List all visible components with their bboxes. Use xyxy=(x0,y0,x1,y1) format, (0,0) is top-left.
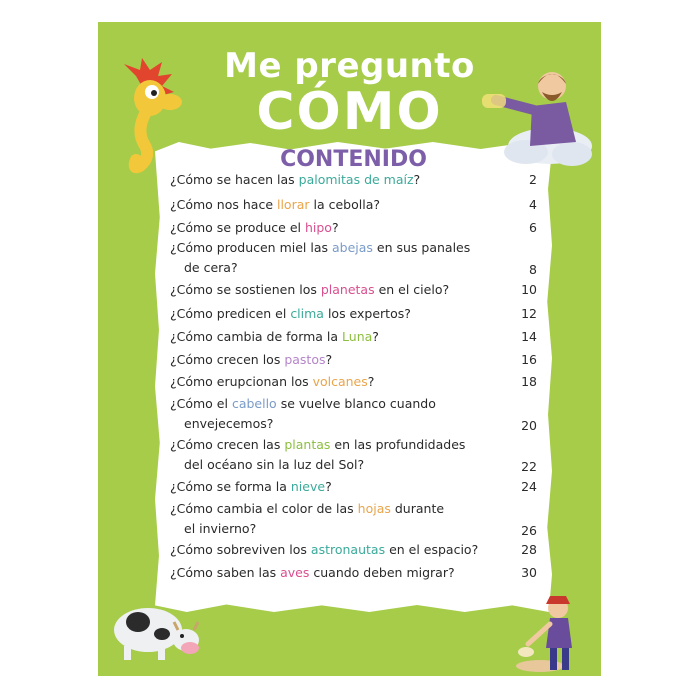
page-title-line2: CÓMO xyxy=(256,82,443,142)
toc-text-segment: ¿Cómo crecen las xyxy=(170,437,285,452)
toc-keyword: clima xyxy=(290,306,324,321)
toc-page-number: 16 xyxy=(521,352,537,367)
toc-text-segment: de cera? xyxy=(184,260,238,275)
toc-entry-title xyxy=(170,499,490,539)
toc-text-segment: ¿Cómo sobreviven los xyxy=(170,542,311,557)
toc-text-segment: ¿Cómo el xyxy=(170,396,232,411)
toc-keyword: abejas xyxy=(331,240,373,255)
toc-page-number: 18 xyxy=(521,374,537,389)
cow-icon xyxy=(108,594,208,664)
toc-entry-line xyxy=(170,195,490,215)
toc-keyword: Luna xyxy=(342,329,373,344)
toc-entry-line xyxy=(170,563,490,583)
toc-entry-line xyxy=(170,477,490,497)
toc-text-segment: ¿Cómo se hacen las xyxy=(170,172,299,187)
toc-text-segment: ? xyxy=(325,479,332,494)
toc-entry-line xyxy=(170,394,490,414)
toc-keyword: aves xyxy=(280,565,310,580)
toc-entry-line xyxy=(170,435,490,455)
toc-text-segment: ¿Cómo se produce el xyxy=(170,220,305,235)
toc-keyword: palomitas de maíz xyxy=(298,172,414,187)
toc-text-segment: durante xyxy=(390,501,445,516)
toc-text-segment: ? xyxy=(413,172,421,187)
seahorse-icon xyxy=(106,56,186,176)
toc-text-segment: en sus panales xyxy=(372,240,471,255)
toc-text-segment: ¿Cómo saben las xyxy=(170,565,281,580)
toc-page-number: 10 xyxy=(521,282,537,297)
toc-page-number: 20 xyxy=(521,418,537,433)
toc-page-number: 12 xyxy=(521,306,537,321)
toc-page-number: 22 xyxy=(521,459,537,474)
toc-text-segment: el invierno? xyxy=(184,521,257,536)
toc-text-segment: ? xyxy=(372,329,379,344)
toc-entry-title xyxy=(170,372,490,392)
toc-text-segment: cuando deben migrar? xyxy=(309,565,455,580)
toc-entry-title xyxy=(170,540,490,560)
toc-text-segment: en el espacio? xyxy=(385,542,479,557)
toc-text-segment: ¿Cómo producen miel las xyxy=(170,240,332,255)
toc-entry-line xyxy=(170,540,490,560)
toc-text-segment: ¿Cómo predicen el xyxy=(170,306,291,321)
toc-entry-line xyxy=(170,499,490,519)
toc-entry-line xyxy=(170,238,490,258)
toc-text-segment: ¿Cómo se sostienen los xyxy=(170,282,321,297)
toc-entry-line xyxy=(170,519,490,539)
page-title-line1: Me pregunto xyxy=(224,46,475,86)
toc-entry-line xyxy=(170,170,490,190)
toc-entry-line xyxy=(170,327,490,347)
toc-text-segment: la cebolla? xyxy=(309,197,380,212)
toc-text-segment: ? xyxy=(325,352,333,367)
toc-text-segment: ¿Cómo cambia el color de las xyxy=(170,501,358,516)
toc-entry-title xyxy=(170,238,490,278)
toc-keyword: astronautas xyxy=(310,542,386,557)
toc-keyword: pastos xyxy=(284,352,326,367)
toc-entry-title xyxy=(170,350,490,370)
toc-keyword: hojas xyxy=(357,501,391,516)
toc-page-number: 26 xyxy=(521,523,537,538)
toc-text-segment: se vuelve blanco cuando xyxy=(276,396,436,411)
toc-page-number: 8 xyxy=(529,262,537,277)
toc-entry-line xyxy=(170,455,490,475)
toc-text-segment: ? xyxy=(331,220,339,235)
toc-text-segment: del océano sin la luz del Sol? xyxy=(184,457,365,472)
toc-keyword: cabello xyxy=(231,396,277,411)
toc-page-number: 24 xyxy=(521,479,537,494)
toc-entry-line xyxy=(170,218,490,238)
toc-entry-title xyxy=(170,435,490,475)
toc-entry-line xyxy=(170,258,490,278)
toc-text-segment: en las profundidades xyxy=(330,437,466,452)
toc-text-segment: los expertos? xyxy=(323,306,411,321)
toc-entry-line xyxy=(170,350,490,370)
toc-entry-line xyxy=(170,414,490,434)
toc-keyword: nieve xyxy=(290,479,326,494)
toc-text-segment: envejecemos? xyxy=(184,416,274,431)
cartoon-boy-icon xyxy=(510,594,596,676)
toc-text-segment: ¿Cómo nos hace xyxy=(170,197,277,212)
toc-entry-line xyxy=(170,304,490,324)
toc-text-segment: ¿Cómo cambia de forma la xyxy=(170,329,343,344)
toc-page-number: 6 xyxy=(529,220,537,235)
toc-page-number: 14 xyxy=(521,329,537,344)
toc-keyword: llorar xyxy=(276,197,310,212)
toc-keyword: hipo xyxy=(304,220,332,235)
toc-entry-title xyxy=(170,563,490,583)
toc-page-number: 30 xyxy=(521,565,537,580)
toc-text-segment: ¿Cómo crecen los xyxy=(170,352,285,367)
toc-entry-title xyxy=(170,280,490,300)
toc-entry-title xyxy=(170,394,490,434)
contents-heading: CONTENIDO xyxy=(280,147,427,172)
toc-entry-title xyxy=(170,477,490,497)
toc-keyword: plantas xyxy=(284,437,331,452)
toc-entry-title xyxy=(170,170,490,190)
toc-text-segment: ¿Cómo erupcionan los xyxy=(170,374,313,389)
toc-page-number: 28 xyxy=(521,542,537,557)
toc-entry-line xyxy=(170,280,490,300)
toc-text-segment: ¿Cómo se forma la xyxy=(170,479,291,494)
toc-entry-title xyxy=(170,218,490,238)
toc-text-segment: en el cielo? xyxy=(374,282,450,297)
toc-text-segment: ? xyxy=(367,374,375,389)
wizard-on-cloud-icon xyxy=(480,66,598,172)
toc-entry-title xyxy=(170,195,490,215)
toc-keyword: planetas xyxy=(320,282,375,297)
toc-page-number: 2 xyxy=(529,172,537,187)
toc-entry-title xyxy=(170,304,490,324)
book-page xyxy=(98,22,601,676)
toc-entry-line xyxy=(170,372,490,392)
toc-entry-title xyxy=(170,327,490,347)
toc-page-number: 4 xyxy=(529,197,537,212)
toc-keyword: volcanes xyxy=(312,374,368,389)
